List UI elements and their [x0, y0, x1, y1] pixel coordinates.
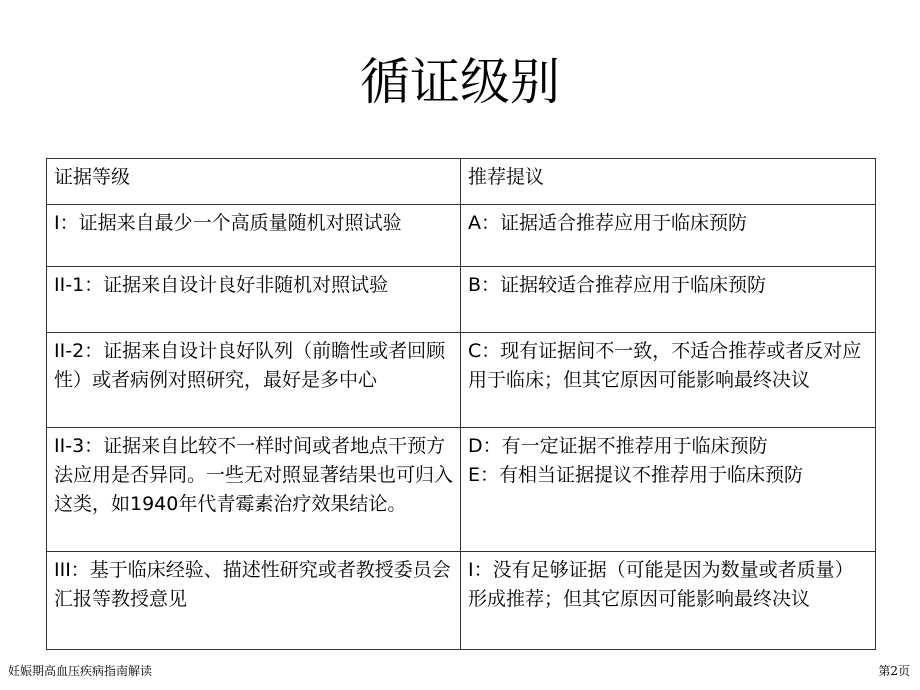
recommendation-cell: B：证据较适合推荐应用于临床预防 [461, 267, 876, 333]
table-header-row [47, 159, 876, 205]
recommendation-cell: I：没有足够证据（可能是因为数量或者质量）形成推荐；但其它原因可能影响最终决议 [461, 552, 876, 650]
recommendation-cell: A：证据适合推荐应用于临床预防 [461, 205, 876, 267]
table-row [47, 267, 876, 333]
recommendation-line-d: D：有一定证据不推荐用于临床预防 [468, 435, 768, 457]
table-row [47, 333, 876, 428]
recommendation-cell [461, 428, 876, 552]
table-row [47, 428, 876, 552]
evidence-level-cell: II-1：证据来自设计良好非随机对照试验 [47, 267, 461, 333]
evidence-level-cell: I：证据来自最少一个高质量随机对照试验 [47, 205, 461, 267]
evidence-level-cell: III：基于临床经验、描述性研究或者教授委员会汇报等教授意见 [47, 552, 461, 650]
evidence-level-cell: II-2：证据来自设计良好队列（前瞻性或者回顾性）或者病例对照研究，最好是多中心 [47, 333, 461, 428]
recommendation-line-e: E：有相当证据提议不推荐用于临床预防 [468, 464, 804, 486]
evidence-level-table [46, 158, 876, 650]
footer-source: 妊娠期高血压疾病指南解读 [8, 664, 153, 678]
header-recommendation: 推荐提议 [461, 159, 876, 205]
page-title: 循证级别 [360, 53, 560, 111]
header-evidence-level: 证据等级 [47, 159, 461, 205]
footer-page-number: 第2页 [878, 664, 910, 678]
evidence-level-cell: II-3：证据来自比较不一样时间或者地点干预方法应用是否异同。一些无对照显著结果也可归入这类，如1940年代青霉素治疗效果结论。 [47, 428, 461, 552]
recommendation-cell: C：现有证据间不一致，不适合推荐或者反对应用于临床；但其它原因可能影响最终决议 [461, 333, 876, 428]
table-row [47, 552, 876, 650]
table-row [47, 205, 876, 267]
